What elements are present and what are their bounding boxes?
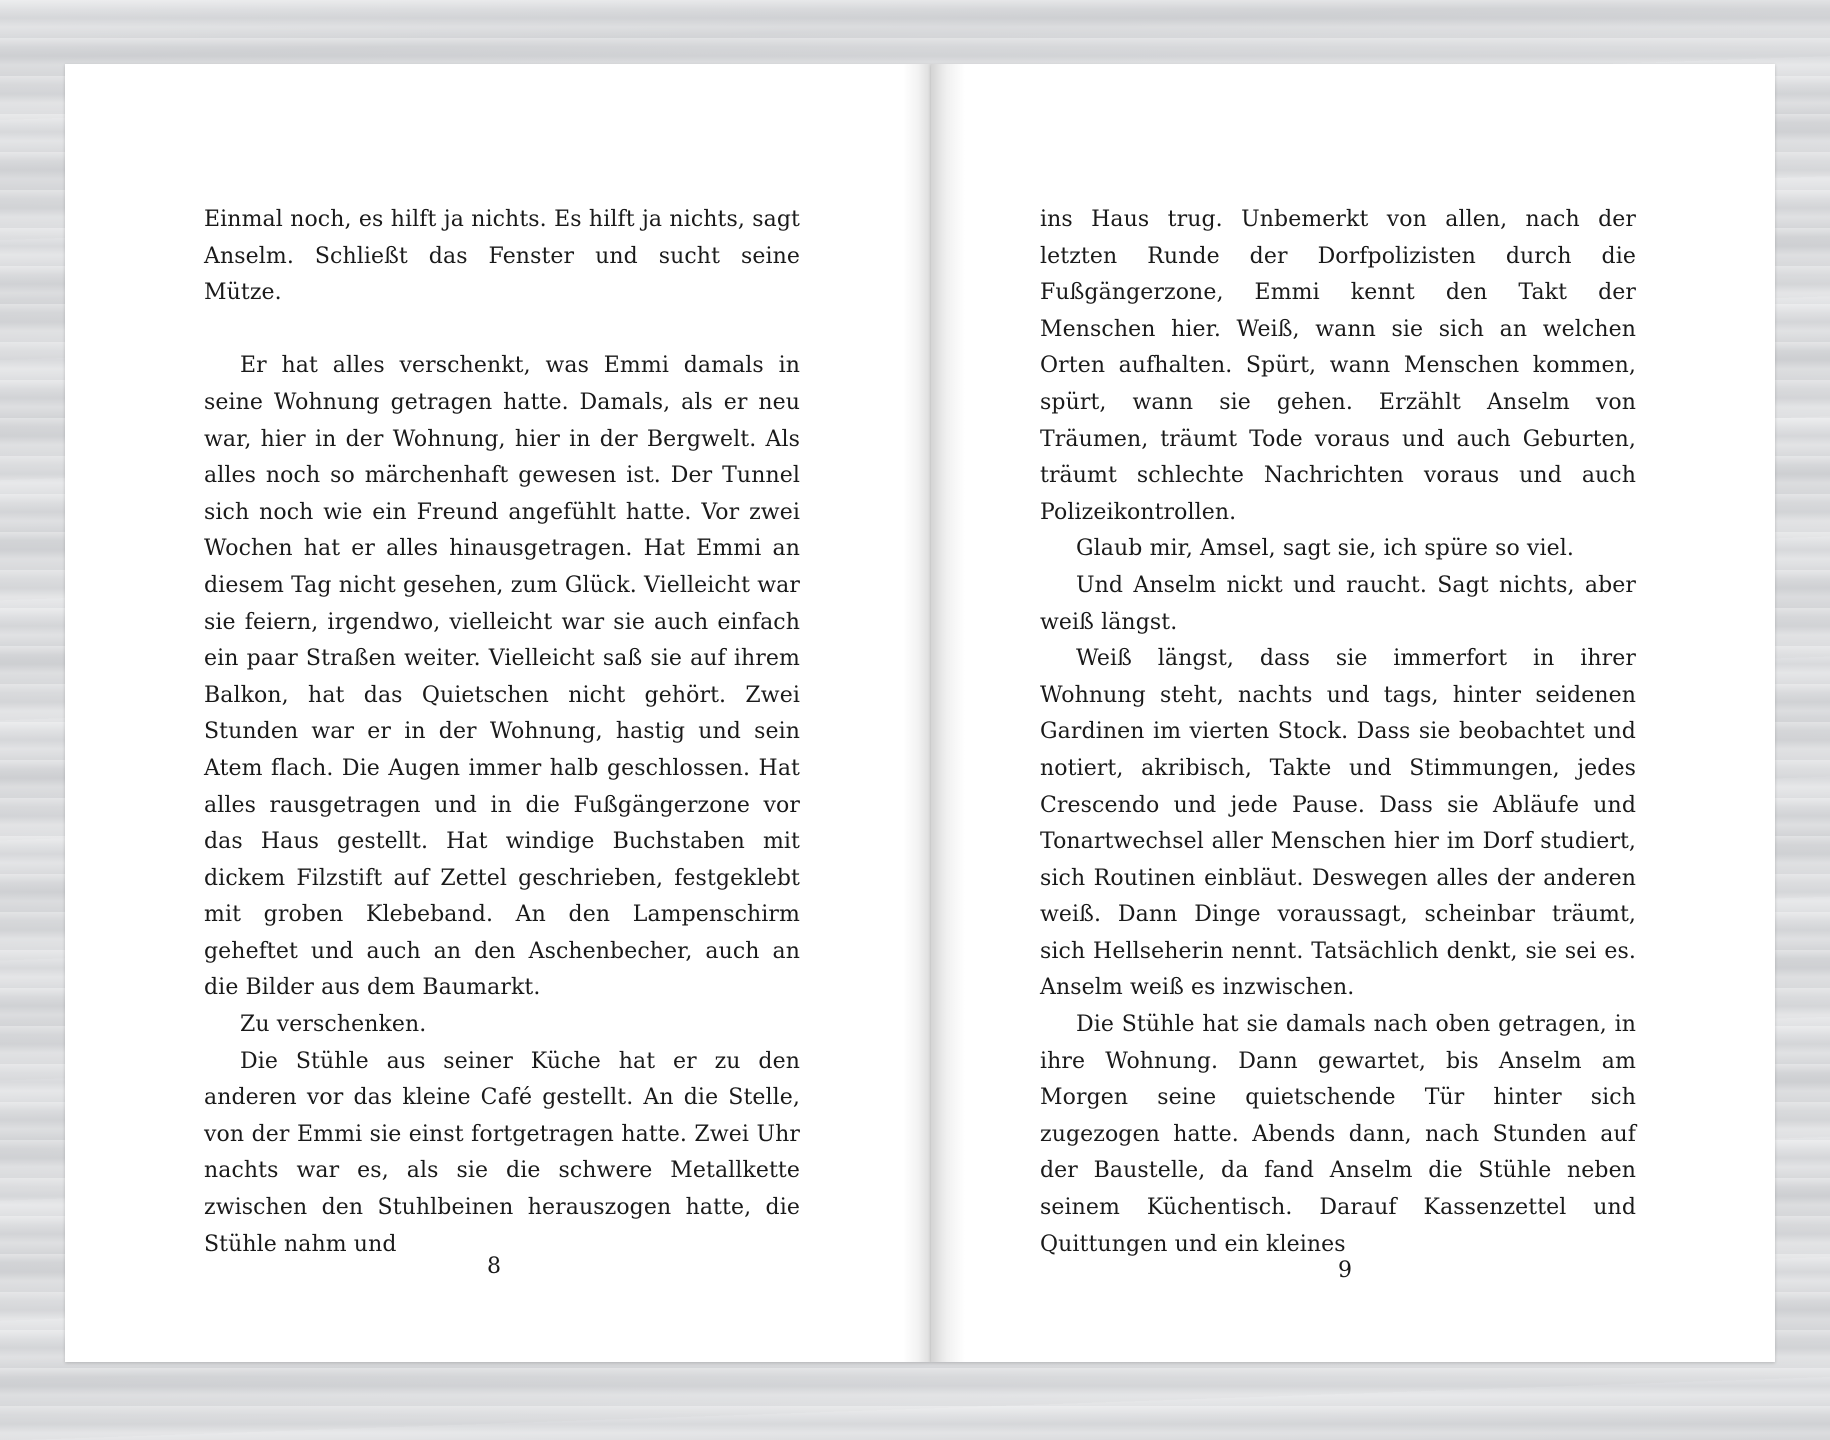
paragraph: Die Stühle hat sie damals nach oben getragen, in ihre Wohnung. Dann gewartet, bis Anselm am Morgen seine quietschende Tür hinter sich zugezogen hatte. Abends dann, nach Stunden auf der Baustelle, da fand Anselm die Stühle neben seinem Küchentisch. Darauf Kassenzettel und Quittungen und ein kleines (1040, 1012, 1636, 1257)
paragraph: Und Anselm nickt und raucht. Sagt nichts, aber weiß längst. (1040, 572, 1636, 635)
paragraph-break (204, 312, 800, 349)
left-page-text (204, 202, 800, 1263)
page-number: 8 (487, 1254, 501, 1279)
paragraph: Einmal noch, es hilft ja nichts. Es hilft ja nichts, sagt Anselm. Schließt das Fenster und sucht seine Mütze. (204, 207, 800, 306)
gutter-shadow (931, 64, 965, 1362)
right-page-text (1040, 202, 1636, 1263)
left-page (65, 64, 931, 1362)
paragraph: Glaub mir, Amsel, sagt sie, ich spüre so viel. (1076, 536, 1574, 562)
gutter-shadow (903, 64, 931, 1362)
book-spread (65, 64, 1775, 1362)
paragraph: Er hat alles verschenkt, was Emmi damals in seine Wohnung getragen hatte. Damals, als er neu war, hier in der Wohnung, hier in der Bergwelt. Als alles noch so märchenhaft gewesen ist. Der Tunnel sich noch wie ein Freund angefühlt hatte. Vor zwei Wochen hat er alles hinausgetragen. Hat Emmi an diesem Tag nicht gesehen, zum Glück. Vielleicht war sie feiern, irgendwo, vielleicht war sie auch einfach ein paar Straßen weiter. Vielleicht saß sie auf ihrem Balkon, hat das Quietschen nicht gehört. Zwei Stunden war er in der Wohnung, hastig und sein Atem flach. Die Augen immer halb geschlossen. Hat alles rausgetragen und in die Fußgängerzone vor das Haus gestellt. Hat windige Buchstaben mit dickem Filzstift auf Zettel geschrieben, festgeklebt mit groben Klebeband. An den Lampenschirm geheftet und auch an den Aschenbecher, auch an die Bilder aus dem Baumarkt. (204, 353, 800, 1001)
page-number: 9 (1338, 1258, 1352, 1283)
paragraph: Zu verschenken. (240, 1012, 427, 1038)
paragraph: Die Stühle aus seiner Küche hat er zu den anderen vor das kleine Café gestellt. An die Stelle, von der Emmi sie einst fortgetragen hatte. Zwei Uhr nachts war es, als sie die schwere Metallkette zwischen den Stuhlbeinen herauszogen hatte, die Stühle nahm und (204, 1048, 800, 1257)
right-page (931, 64, 1775, 1362)
paragraph: Weiß längst, dass sie immerfort in ihrer Wohnung steht, nachts und tags, hinter seidenen Gardinen im vierten Stock. Dass sie beobachtet und notiert, akribisch, Takte und Stimmungen, jedes Crescendo und jede Pause. Dass sie Abläufe und Tonartwechsel aller Menschen hier im Dorf studiert, sich Routinen einbläut. Deswegen alles der anderen weiß. Dann Dinge voraussagt, scheinbar träumt, sich Hellseherin nennt. Tatsächlich denkt, sie sei es. Anselm weiß es inzwischen. (1040, 646, 1636, 1001)
paragraph: ins Haus trug. Unbemerkt von allen, nach der letzten Runde der Dorfpolizisten durch die Fußgängerzone, Emmi kennt den Takt der Menschen hier. Weiß, wann sie sich an welchen Orten aufhalten. Spürt, wann Menschen kommen, spürt, wann sie gehen. Erzählt Anselm von Träumen, träumt Tode voraus und auch Geburten, träumt schlechte Nachrichten voraus und auch Polizeikontrollen. (1040, 207, 1636, 525)
